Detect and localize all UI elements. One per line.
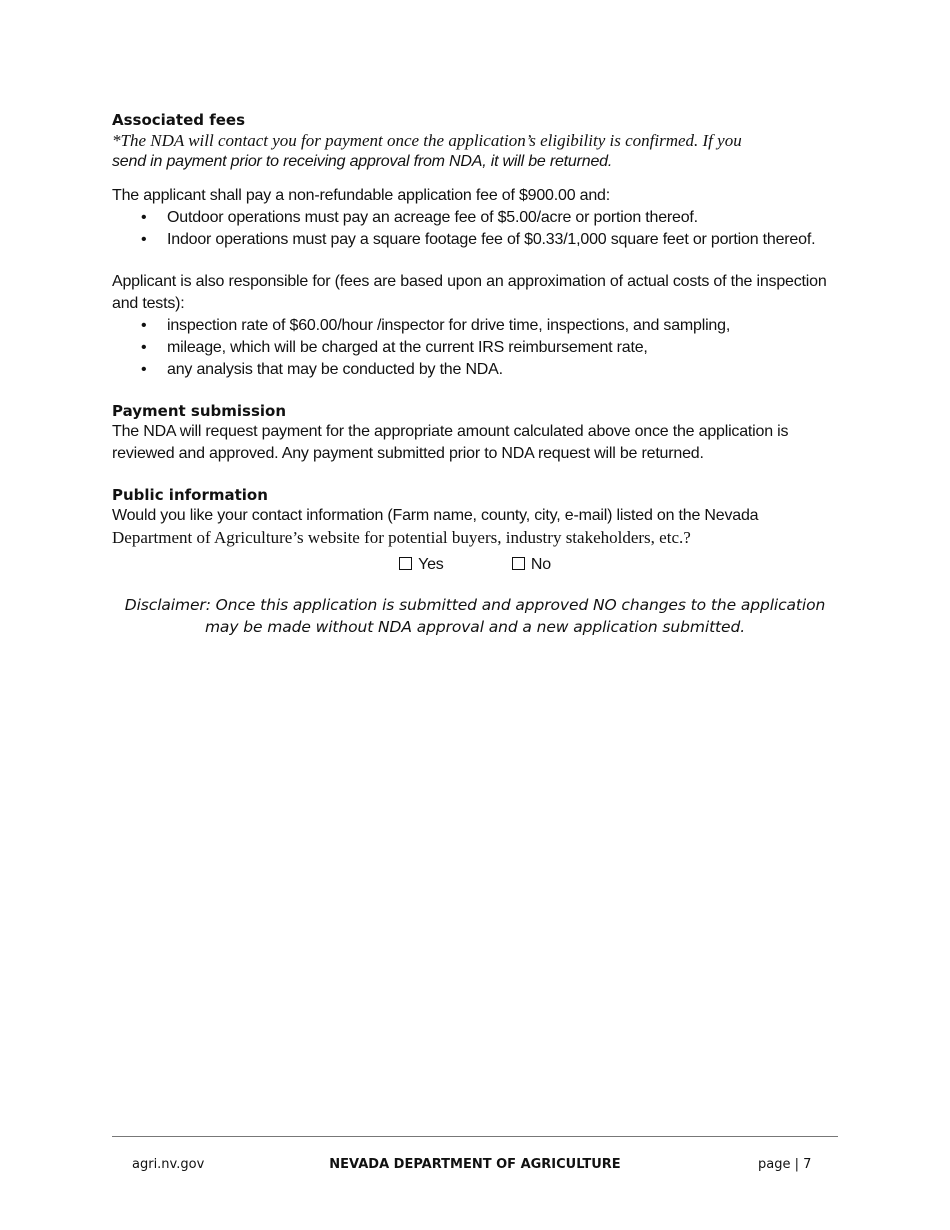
list-item: • Outdoor operations must pay an acreage fee of $5.00/acre or portion thereof. bbox=[167, 207, 838, 229]
document-body bbox=[112, 110, 838, 638]
additional-costs-intro: Applicant is also responsible for (fees are based upon an approximation of actual costs of the inspection and tests): bbox=[112, 273, 827, 312]
fees-list bbox=[112, 207, 838, 251]
disclaimer-line1: Disclaimer: Once this application is submitted and approved NO changes to the application bbox=[124, 596, 826, 614]
list-item: • inspection rate of $60.00/hour /inspector for drive time, inspections, and sampling, bbox=[167, 315, 838, 337]
yes-option[interactable] bbox=[399, 554, 444, 576]
payment-submission-text: The NDA will request payment for the appropriate amount calculated above once the application is reviewed and approved. Any payment submitted prior to NDA request will be returned. bbox=[112, 423, 789, 462]
fees-note-line2: send in payment prior to receiving approval from NDA, it will be returned. bbox=[112, 153, 613, 170]
payment-submission-heading: Payment submission bbox=[112, 402, 287, 420]
no-label: No bbox=[530, 556, 551, 573]
associated-fees-heading: Associated fees bbox=[112, 111, 246, 129]
public-information-heading: Public information bbox=[112, 486, 268, 504]
list-item: • any analysis that may be conducted by the NDA. bbox=[167, 359, 838, 381]
additional-costs-list bbox=[112, 315, 838, 381]
fees-note-line1: *The NDA will contact you for payment once the application’s eligibility is confirmed. If you bbox=[112, 131, 742, 150]
disclaimer-line2: may be made without NDA approval and a new application submitted. bbox=[204, 618, 746, 636]
footer-website: agri.nv.gov bbox=[132, 1157, 205, 1172]
footer-organization: NEVADA DEPARTMENT OF AGRICULTURE bbox=[329, 1157, 621, 1172]
disclaimer bbox=[112, 594, 838, 638]
yes-label: Yes bbox=[418, 556, 444, 573]
public-info-question-line2: Department of Agriculture’s website for potential buyers, industry stakeholders, etc.? bbox=[112, 528, 691, 547]
footer-page-number: page | 7 bbox=[758, 1157, 812, 1172]
list-item: • mileage, which will be charged at the current IRS reimbursement rate, bbox=[167, 337, 838, 359]
fees-intro: The applicant shall pay a non-refundable application fee of $900.00 and: bbox=[112, 187, 610, 204]
public-info-question-line1: Would you like your contact information (Farm name, county, city, e-mail) listed on the Nevada bbox=[112, 507, 759, 524]
yes-checkbox[interactable] bbox=[399, 557, 412, 570]
list-item: • Indoor operations must pay a square footage fee of $0.33/1,000 square feet or portion thereof. bbox=[167, 229, 838, 251]
footer-divider bbox=[112, 1136, 838, 1137]
no-option[interactable] bbox=[512, 554, 551, 576]
no-checkbox[interactable] bbox=[512, 557, 525, 570]
public-info-options bbox=[112, 554, 838, 576]
